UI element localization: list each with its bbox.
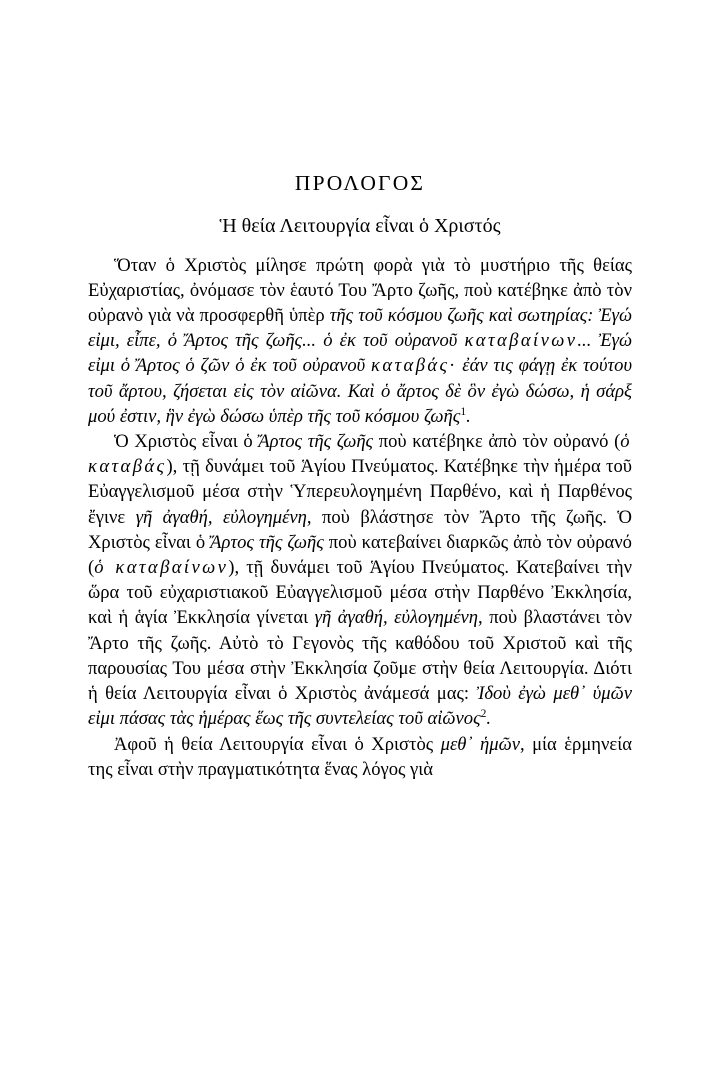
paragraph-2 [88,429,632,731]
text-run-italic: ... Ἐγώ εἰμι ὁ Ἄρτος ὁ ζῶν ὁ ἐκ τοῦ οὐρανοῦ [88,330,632,377]
text-run-italic: Ἄρτος τῆς ζωῆς [258,431,374,453]
text-run-emphasis: καταβάς· [371,355,457,377]
text-run-italic: μεθ᾽ ἡμῶν [440,733,520,755]
section-subtitle: Ἡ θεία Λειτουργία εἶναι ὁ Χριστός [219,214,501,237]
text-run-roman: , ποὺ βλαστάνει τὸν Ἄρτο τῆς ζωῆς. Αὐτὸ τὸ Γεγονὸς τῆς καθόδου τοῦ Χριστοῦ καὶ τῆς παρουσίας Του μέσα στὴν Ἐκκλησία ζοῦμε στὴν θεία Λειτουργία. Διότι ἡ θεία Λειτουργία εἶναι ὁ Χριστὸς ἀνάμεσά μας: [88,607,632,705]
text-run-italic: . [466,405,471,427]
text-run-italic: ἐάν τις φάγῃ ἐκ τούτου τοῦ ἄρτου, ζήσεται εἰς τὸν αἰῶνα. Καὶ ὁ ἄρτος δὲ ὃν ἐγὼ δώσω, ἡ σάρξ μού ἐστιν, ἣν ἐγὼ δώσω ὑπὲρ τῆς τοῦ κόσμου ζωῆς [88,355,632,427]
text-run-roman: ), τῇ δυνάμει τοῦ Ἁγίου Πνεύματος. Κατέβηκε τὴν ἡμέρα τοῦ Εὐαγγελισμοῦ μέσα στὴν Ὑπερευλογημένη Παρθένο, καὶ ἡ Παρθένος ἔγινε [88,456,632,528]
paragraph-1 [88,253,632,429]
footnote-reference: 1 [460,405,467,418]
text-run-roman: Ὁ Χριστὸς εἶναι ὁ [114,431,259,453]
paragraph-3 [88,732,632,782]
text-run-roman: ), τῇ δυνάμει τοῦ Ἁγίου Πνεύματος. Κατεβαίνει τὴν ὥρα τοῦ εὐχαριστιακοῦ Εὐαγγελισμοῦ μέσα στὴν Παρθένο Ἐκκλησία, καὶ ἡ ἁγία Ἐκκλησία γίνεται [88,557,632,629]
text-run-roman: ποὺ κατέβηκε ἀπὸ τὸν οὐρανό ( [373,431,621,453]
text-run-italic: γῆ ἀγαθή, εὐλογημένη [135,506,307,528]
text-run-roman: , μία ἑρμηνεία της εἶναι στὴν πραγματικότητα ἕνας λόγος γιὰ [88,733,632,780]
text-run-roman: Ὅταν ὁ Χριστὸς μίλησε πρώτη φορὰ γιὰ τὸ μυστήριο τῆς θείας Εὐχαριστίας, ὀνόμασε τὸν ἑαυτό Του [88,254,632,301]
text-run-roman: , ποὺ βλάστησε τὸν Ἄρτο τῆς ζωῆς. Ὁ Χριστὸς εἶναι ὁ [88,506,633,553]
text-run-roman: Ἀφοῦ ἡ θεία Λειτουργία εἶναι ὁ Χριστὸς [114,733,441,755]
text-run-italic: Ἰδοὺ ἐγὼ μεθ᾽ ὑμῶν εἰμι πάσας τὰς ἡμέρας ἕως τῆς συντελείας τοῦ αἰῶνος [88,683,632,730]
text-run-italic: . [486,708,492,730]
text-run-emphasis: καταβαίνων [464,330,578,352]
text-run-emphasis: ὁ καταβάς [88,431,632,478]
text-column [88,0,632,782]
chapter-title: ΠΡΟΛΟΓΟΣ [294,171,426,195]
text-run-emphasis: ὁ καταβαίνων [94,557,229,579]
text-run-roman: Ἄρτο ζωῆς, ποὺ κατέβηκε ἀπὸ τὸν οὐρανὸ γιὰ νὰ προσφερθῆ ὑπὲρ [88,279,632,327]
text-run-roman: ποὺ κατεβαίνει διαρκῶς ἀπὸ τὸν οὐρανό ( [88,531,632,579]
footnote-reference: 2 [480,708,487,721]
text-run-italic: γῆ ἀγαθή, εὐλογημένη [314,607,479,629]
text-run-italic: Ἄρτος τῆς ζωῆς [210,531,324,553]
text-run-italic: τῆς τοῦ κόσμου ζωῆς καὶ σωτηρίας: Ἐγώ εἰμι, εἶπε, ὁ Ἄρτος τῆς ζωῆς... ὁ ἐκ τοῦ οὐρανοῦ [88,305,632,352]
